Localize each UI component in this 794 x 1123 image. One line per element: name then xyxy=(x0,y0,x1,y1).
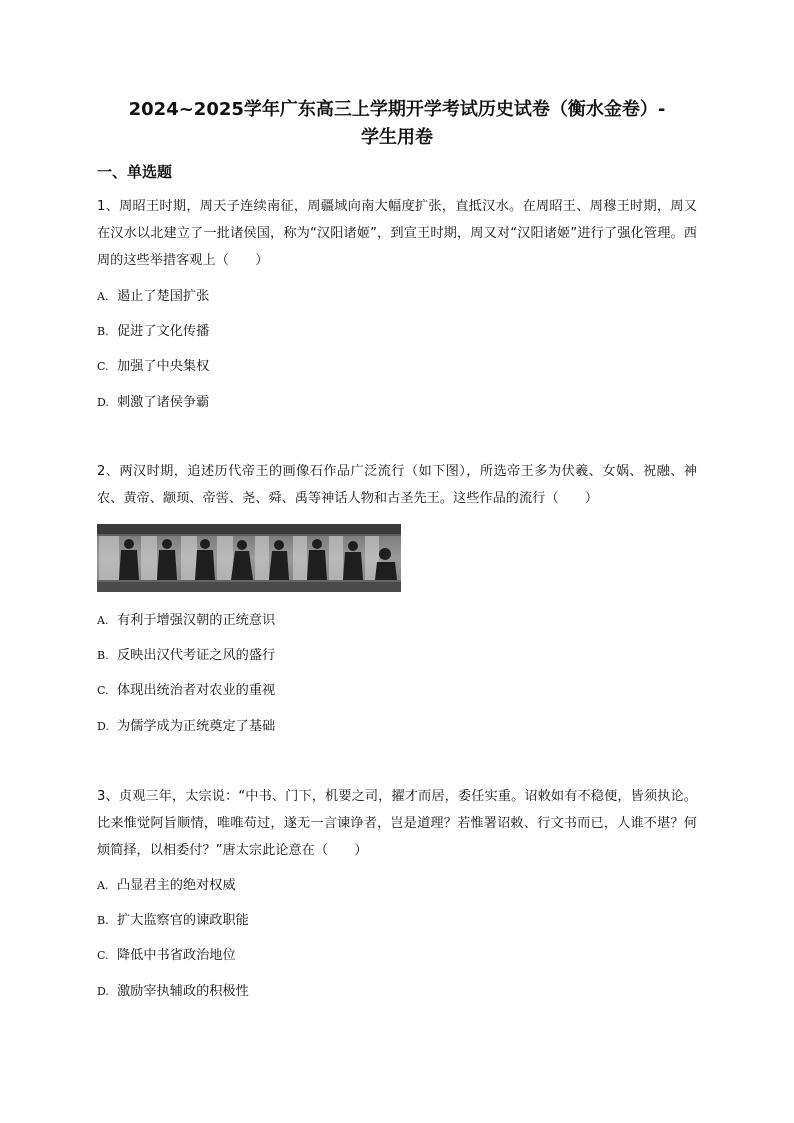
option-letter: B. xyxy=(97,649,109,662)
question-2-stem: 2、两汉时期，追述历代帝王的画像石作品广泛流行（如下图），所选帝王多为伏羲、女娲、祝融、神农、黄帝、颛顼、帝喾、尧、舜、禹等神话人物和古圣先王。这些作品的流行（ ） xyxy=(97,464,697,506)
option-letter: A. xyxy=(97,290,109,303)
option-letter: C. xyxy=(97,949,109,962)
title-line-1: 2024~2025学年广东高三上学期开学考试历史试卷（衡水金卷）- xyxy=(128,99,666,120)
question-2-option-d xyxy=(97,717,275,737)
option-letter: C. xyxy=(97,684,109,697)
option-text: 激励宰执辅政的积极性 xyxy=(117,984,249,999)
question-1-option-d xyxy=(97,393,209,413)
option-text: 遏止了楚国扩张 xyxy=(117,289,210,304)
option-letter: D. xyxy=(97,720,109,733)
option-letter: D. xyxy=(97,985,109,998)
option-text: 凸显君主的绝对权威 xyxy=(117,878,236,893)
title-line-2: 学生用卷 xyxy=(361,127,433,148)
question-2-option-c xyxy=(97,681,275,701)
question-2-option-b xyxy=(97,646,275,666)
question-1-option-a xyxy=(97,287,209,307)
question-3-option-b xyxy=(97,911,249,931)
option-text: 降低中书省政治地位 xyxy=(117,948,236,963)
option-letter: C. xyxy=(97,360,109,373)
option-text: 扩大监察官的谏政职能 xyxy=(117,913,249,928)
question-3-option-a xyxy=(97,876,236,896)
question-1-option-b xyxy=(97,322,209,342)
option-text: 体现出统治者对农业的重视 xyxy=(117,683,276,698)
option-text: 反映出汉代考证之风的盛行 xyxy=(117,648,276,663)
question-3-option-c xyxy=(97,946,236,966)
option-letter: B. xyxy=(97,325,109,338)
question-1-stem: 1、周昭王时期，周天子连续南征，周疆域向南大幅度扩张，直抵汉水。在周昭王、周穆王时期，周又在汉水以北建立了一批诸侯国，称为“汉阳诸姬”，到宣王时期，周又对“汉阳诸姬”进行了强化管理。西周的这些举措客观上（ ） xyxy=(97,199,697,268)
option-text: 为儒学成为正统奠定了基础 xyxy=(117,719,276,734)
option-letter: B. xyxy=(97,914,109,927)
option-text: 有利于增强汉朝的正统意识 xyxy=(117,613,276,628)
question-3-stem: 3、贞观三年，太宗说：“中书、门下，机要之司，擢才而居，委任实重。诏敕如有不稳便，皆须执论。比来惟觉阿旨顺情，唯唯苟过，遂无一言谏诤者，岂是道理？若惟署诏敕、行文书而已，人谁不堪？何烦简择，以相委付？”唐太宗此论意在（ ） xyxy=(97,789,697,858)
option-text: 加强了中央集权 xyxy=(117,359,210,374)
option-letter: A. xyxy=(97,614,109,627)
question-3-option-d xyxy=(97,982,249,1002)
stone-relief-image xyxy=(97,524,401,592)
option-letter: D. xyxy=(97,396,109,409)
question-2-option-a xyxy=(97,611,275,631)
section-heading: 一、单选题 xyxy=(97,163,173,181)
stone-relief-illustration xyxy=(97,524,401,592)
option-text: 促进了文化传播 xyxy=(117,324,210,339)
option-text: 刺激了诸侯争霸 xyxy=(117,395,210,410)
page-title xyxy=(60,96,734,152)
option-letter: A. xyxy=(97,879,109,892)
question-1-option-c xyxy=(97,357,209,377)
